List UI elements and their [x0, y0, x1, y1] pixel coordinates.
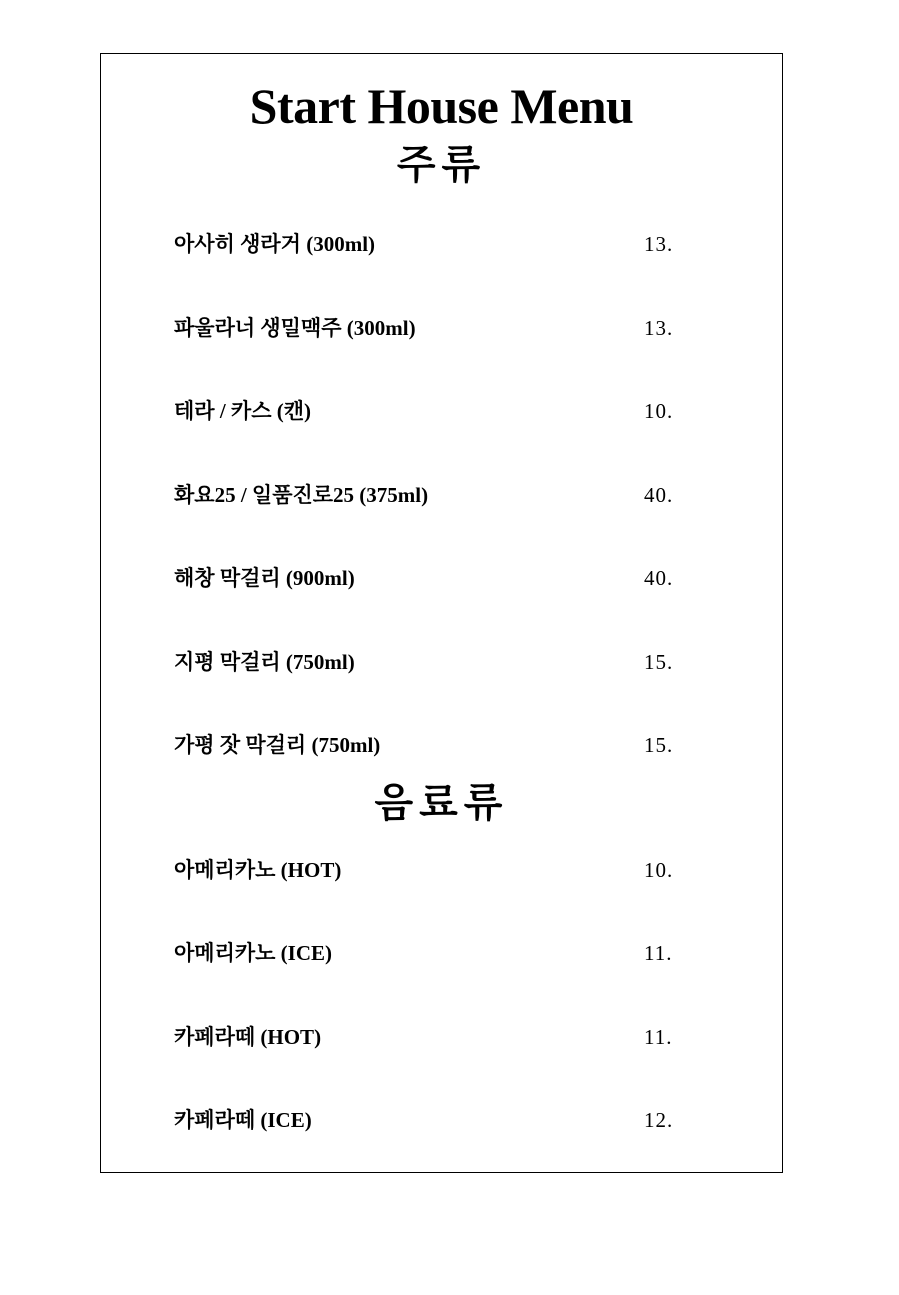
menu-title: Start House Menu [249, 78, 634, 134]
item-price: 15. [644, 650, 674, 674]
section-heading-beverages: 음료류 [374, 780, 509, 826]
item-price: 11. [644, 1025, 673, 1049]
section-heading-alcohol: 주류 [396, 142, 487, 188]
item-price: 13. [644, 316, 674, 340]
item-price: 40. [644, 566, 674, 590]
item-price: 15. [644, 733, 674, 757]
menu-item [174, 229, 704, 259]
item-name: 아메리카노 (HOT) [174, 858, 342, 882]
item-name: 카페라떼 (HOT) [174, 1025, 322, 1049]
item-price: 13. [644, 232, 674, 256]
menu-item [174, 938, 704, 968]
item-price: 12. [644, 1108, 674, 1132]
item-name: 아메리카노 (ICE) [174, 941, 333, 965]
menu-item [174, 480, 704, 510]
menu-item [174, 313, 704, 343]
item-name: 파울라너 생밀맥주 (300ml) [174, 316, 416, 340]
item-name: 테라 / 카스 (캔) [174, 399, 312, 423]
item-name: 카페라떼 (ICE) [174, 1108, 312, 1132]
menu-item [174, 396, 704, 426]
item-name: 해창 막걸리 (900ml) [174, 566, 355, 590]
item-price: 40. [644, 483, 674, 507]
item-name: 화요25 / 일품진로25 (375ml) [174, 483, 429, 507]
menu-item [174, 563, 704, 593]
item-price: 11. [644, 941, 673, 965]
item-name: 가평 잣 막걸리 (750ml) [174, 733, 381, 757]
item-name: 지평 막걸리 (750ml) [174, 650, 355, 674]
item-price: 10. [644, 399, 674, 423]
menu-item [174, 647, 704, 677]
item-price: 10. [644, 858, 674, 882]
menu-frame [100, 53, 783, 1173]
menu-item [174, 855, 704, 885]
menu-item [174, 730, 704, 760]
menu-item [174, 1022, 704, 1052]
item-name: 아사히 생라거 (300ml) [174, 232, 376, 256]
menu-item [174, 1105, 704, 1135]
